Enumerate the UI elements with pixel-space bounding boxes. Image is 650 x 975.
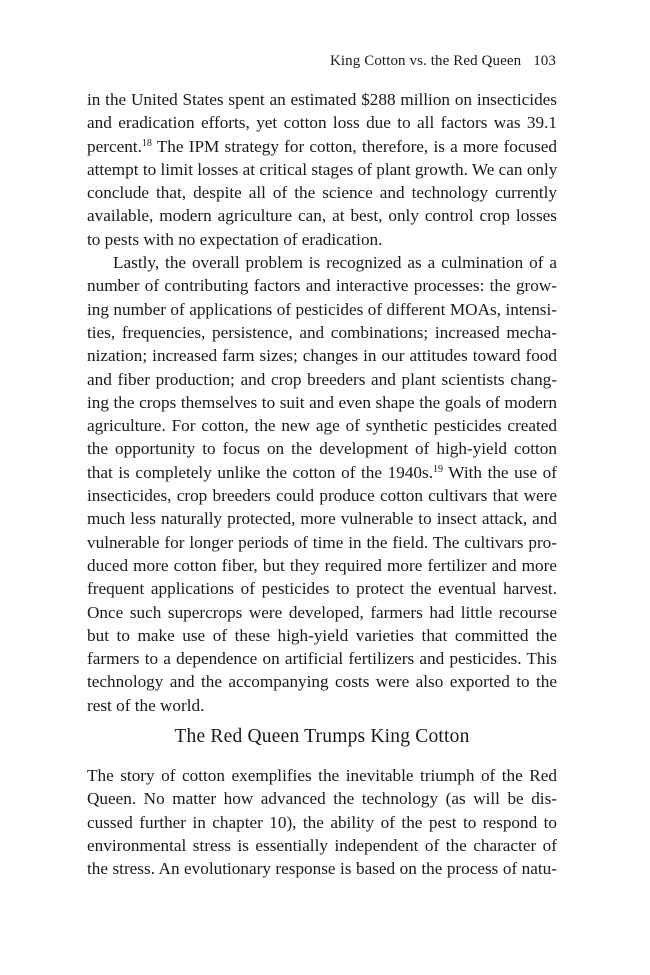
text-line: agriculture. For cotton, the new age of synthetic pesticides created <box>87 416 557 436</box>
text-line: ties, frequencies, persistence, and combinations; increased mecha- <box>87 322 557 342</box>
text-line: environmental stress is essentially independent of the character of <box>87 835 557 855</box>
text-line: that is completely unlike the cotton of the 1940s.$^{19}$ With the use of <box>87 462 557 482</box>
text-line: percent.$^{18}$ The IPM strategy for cotton, therefore, is a more focused <box>87 136 557 156</box>
text-line: insecticides, crop breeders could produce cotton cultivars that were <box>87 486 557 506</box>
text-line: and eradication efforts, yet cotton loss due to all factors was 39.1 <box>87 113 557 133</box>
text-line: number of contributing factors and interactive processes: the grow- <box>87 276 557 296</box>
body-text-section-2 <box>87 764 557 880</box>
text-line: attempt to limit losses at critical stages of plant growth. We can only <box>87 159 558 179</box>
text-line: but to make use of these high-yield varieties that committed the <box>87 625 557 645</box>
text-line: technology and the accompanying costs were also exported to the <box>87 672 557 692</box>
text-line: cussed further in chapter 10), the ability of the pest to respond to <box>87 812 557 832</box>
text-line: the stress. An evolutionary response is based on the process of natu- <box>87 859 557 879</box>
running-head-title: King Cotton vs. the Red Queen <box>329 53 522 69</box>
text-line: The story of cotton exemplifies the inevitable triumph of the Red <box>87 766 557 785</box>
text-line: ing the crops themselves to suit and even shape the goals of modern <box>87 392 557 412</box>
footnote-marker: 18 <box>141 137 152 149</box>
text-line: Lastly, the overall problem is recognized as a culmination of a <box>113 253 557 273</box>
text-line: much less naturally protected, more vulnerable to insect attack, and <box>87 509 557 529</box>
text-line: the opportunity to focus on the development of high-yield cotton <box>87 439 557 459</box>
text-line: frequent applications of pesticides to protect the eventual harvest. <box>87 579 557 599</box>
body-text-section-1 <box>87 88 557 717</box>
text-line: farmers to a dependence on artificial fertilizers and pesticides. This <box>87 649 557 669</box>
text-line: in the United States spent an estimated $288 million on insecticides <box>87 90 557 109</box>
text-line: ing number of applications of pesticides of different MOAs, intensi- <box>87 299 557 319</box>
text-line: to pests with no expectation of eradication. <box>87 229 383 249</box>
text-line: and fiber production; and crop breeders and plant scientists chang- <box>87 369 557 389</box>
footnote-marker: 19 <box>433 463 443 475</box>
text-line: rest of the world. <box>87 695 205 715</box>
text-line: Queen. No matter how advanced the technology (as will be dis- <box>87 789 557 809</box>
text-line: available, modern agriculture can, at best, only control crop losses <box>87 206 557 226</box>
page-number: 103 <box>533 53 556 69</box>
text-line: nization; increased farm sizes; changes in our attitudes toward food <box>87 346 557 366</box>
text-line: conclude that, despite all of the science and technology currently <box>87 183 557 203</box>
section-heading: The Red Queen Trumps King Cotton <box>174 726 470 747</box>
running-head <box>330 52 556 70</box>
text-line: Once such supercrops were developed, farmers had little recourse <box>87 602 557 622</box>
text-line: duced more cotton fiber, but they required more fertilizer and more <box>87 555 557 575</box>
text-line: vulnerable for longer periods of time in the field. The cultivars pro- <box>87 532 557 552</box>
